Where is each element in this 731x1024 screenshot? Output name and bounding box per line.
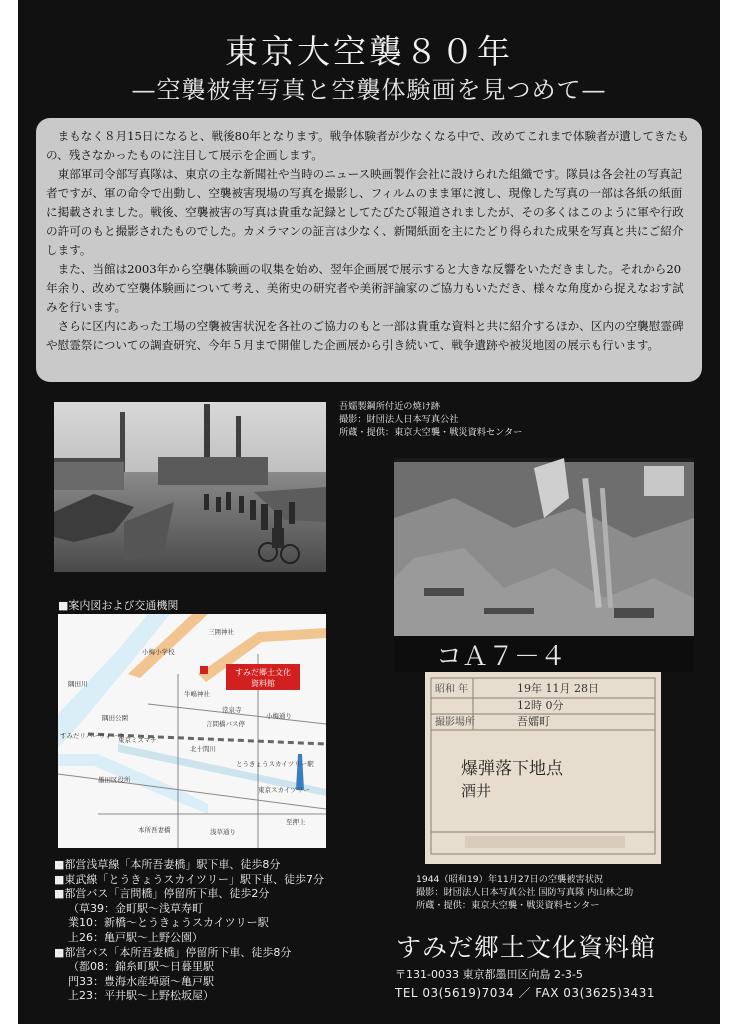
access-subitem: 門33：豊海水産埠頭～亀戸駅	[68, 974, 214, 988]
caption-line: 所蔵・提供：東京大空襲・戦災資料センター	[339, 427, 523, 438]
map-label: 隅田川	[68, 680, 88, 688]
map-label: 小梅通り	[266, 712, 292, 720]
map-label: 小梅小学校	[142, 648, 175, 656]
map-label: 東京ミズマチ	[118, 736, 157, 744]
map-label: 本所吾妻橋	[138, 826, 171, 834]
map-label: 至押上	[286, 818, 306, 826]
intro-paragraph: また、当館は2003年から空襲体験画の収集を始め、翌年企画展で展示すると大きな反響をいただきました。それから20年余り、改めて空襲体験画について考え、美術史の研究者や美術評論家のご協力もいただき、様々な角度から捉えなおす試みを行います。	[46, 262, 684, 314]
caption-line: 吾嬬製鋼所付近の焼け跡	[339, 401, 441, 412]
museum-name: すみだ郷土文化資料館	[396, 933, 657, 962]
card-text: 撮影場所	[435, 717, 475, 728]
page-title: 東京大空襲８０年	[225, 32, 513, 71]
map-museum-label: 資料館	[251, 679, 275, 688]
map-label: 三囲神社	[208, 628, 234, 636]
card-text: 爆弾落下地点	[461, 759, 563, 779]
map-label: 墨田区役所	[98, 776, 131, 784]
access-subitem: 業10：新橋～とうきょうスカイツリー駅	[68, 916, 269, 930]
map-label: 東京スカイツリー	[258, 786, 310, 794]
map-label: 浅草通り	[210, 828, 236, 836]
access-list	[54, 858, 324, 1004]
intro-paragraph: さらに区内にあった工場の空襲被害状況を各社のご協力のもと一部は貴重な資料と共に紹介するほか、区内の空襲慰霊碑や慰霊祭についての調査研究、今年５月まで開催した企画展から引き続いて、戦争遺跡や被災地図の展示も行います。	[46, 319, 684, 352]
access-subitem: 上26：亀戸駅～上野公園）	[68, 930, 203, 944]
map-label: 言問橋バス停	[206, 720, 245, 728]
map-label: とうきょうスカイツリー駅	[236, 760, 314, 768]
access-map	[58, 614, 326, 848]
map-label: すみだリバーウォーク	[60, 732, 125, 740]
museum-tel-fax: TEL 03(5619)7034 ／ FAX 03(3625)3431	[395, 986, 656, 1000]
caption-line: 所蔵・提供：東京大空襲・戦災資料センター	[416, 900, 600, 911]
access-subitem: （草39：金町駅～浅草寿町	[68, 901, 203, 915]
film-negative-image	[394, 458, 694, 672]
access-subitem: 上23：平井駅～上野松坂屋）	[68, 989, 214, 1003]
film-label: コＡ７－４	[436, 642, 567, 672]
film-photo-caption	[416, 873, 633, 912]
access-item: ■都営バス「言問橋」停留所下車、徒歩2分	[54, 887, 270, 901]
map-label: 牛嶋神社	[184, 690, 210, 698]
ruins-photo	[54, 402, 326, 572]
map-label: 隅田公園	[102, 714, 128, 722]
access-item: ■都営浅草線「本所吾妻橋」駅下車、徒歩8分	[54, 858, 281, 871]
museum-address: 〒131-0033 東京都墨田区向島 2-3-5	[395, 968, 583, 981]
intro-paragraph: まもなく８月15日になると、戦後80年となります。戦争体験者が少なくなる中で、改めてこれまで体験者が遺してきたもの、残さなかったものに注目して展示を企画します。	[46, 129, 689, 162]
ruins-photo-caption	[339, 400, 522, 439]
access-item: ■都営バス「本所吾妻橋」停留所下車、徒歩8分	[54, 945, 292, 959]
record-card	[425, 672, 661, 864]
caption-line: 撮影：財団法人日本写真公社	[339, 414, 459, 425]
map-label: 常泉寺	[222, 706, 242, 714]
caption-line: 撮影：財団法人日本写真公社 国防写真隊 内山林之助	[416, 887, 634, 898]
card-text: 19年 11月 28日	[517, 682, 599, 695]
intro-text-box	[36, 118, 702, 382]
map-museum-label: すみだ郷土文化	[235, 668, 291, 677]
access-item: ■東武線「とうきょうスカイツリー」駅下車、徒歩7分	[54, 872, 325, 886]
card-text: 昭和 年	[435, 684, 469, 695]
map-label: 北十間川	[190, 745, 216, 753]
map-heading: ■案内図および交通機関	[58, 599, 179, 612]
ruins-photo-image	[54, 402, 326, 572]
poster-background	[18, 0, 720, 1024]
film-negative-photo	[394, 458, 694, 672]
card-text: 12時 0分	[517, 699, 564, 712]
access-subitem: （都08：錦糸町駅～日暮里駅	[68, 960, 214, 974]
card-text: 酒井	[461, 782, 492, 800]
page-subtitle: —空襲被害写真と空襲体験画を見つめて—	[131, 76, 607, 104]
intro-paragraph: 東部軍司令部写真隊は、東京の主な新聞社や当時のニュース映画製作会社に設けられた組織です。隊員は各会社の写真記者ですが、軍の命令で出動し、空襲被害現場の写真を撮影し、フィルムのまま軍に渡し、現像した写真の一部は各紙の紙面に掲載されました。戦後、空襲被害の写真は貴重な記録としてたびたび報道されましたが、その多くはこのように軍や行政の許可のもと撮影されたものでした。カメラマンの証言は少なく、新聞紙面を主にたどり得られた成果を写真と共にご紹介します。	[46, 167, 684, 257]
record-card-image	[425, 672, 661, 864]
access-map-image	[58, 614, 326, 848]
caption-line: 1944（昭和19）年11月27日の空襲被害状況	[416, 874, 604, 885]
card-text: 吾嬬町	[517, 715, 550, 728]
